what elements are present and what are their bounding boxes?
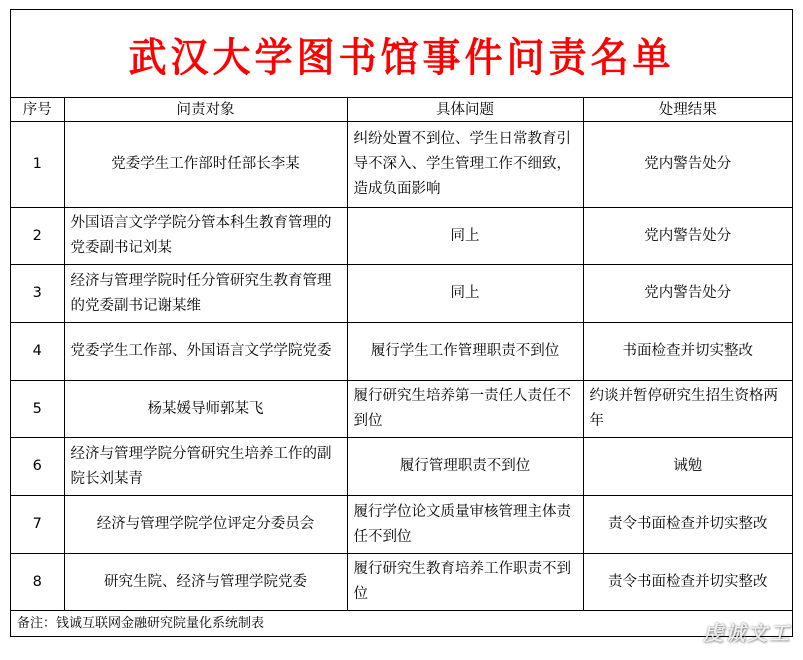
cell-issue: 同上 — [347, 208, 583, 265]
cell-target: 经济与管理学院时任分管研究生教育管理的党委副书记谢某维 — [64, 265, 347, 323]
cell-no: 7 — [11, 496, 64, 554]
table-row — [11, 323, 792, 381]
cell-target: 经济与管理学院分管研究生培养工作的副院长刘某青 — [64, 438, 347, 496]
cell-result: 约谈并暂停研究生招生资格两年 — [583, 381, 792, 438]
cell-target: 经济与管理学院学位评定分委员会 — [64, 496, 347, 554]
cell-issue: 履行管理职责不到位 — [347, 438, 583, 496]
table-row — [11, 554, 792, 611]
cell-no: 8 — [11, 554, 64, 611]
cell-target: 外国语言文学学院分管本科生教育管理的党委副书记刘某 — [64, 208, 347, 265]
table-header-row — [11, 98, 792, 122]
cell-issue: 同上 — [347, 265, 583, 323]
cell-issue: 纠纷处置不到位、学生日常教育引导不深入、学生管理工作不细致，造成负面影响 — [347, 122, 583, 208]
cell-result: 党内警告处分 — [583, 122, 792, 208]
header-result: 处理结果 — [583, 98, 792, 122]
cell-no: 5 — [11, 381, 64, 438]
cell-result: 书面检查并切实整改 — [583, 323, 792, 381]
table-row — [11, 208, 792, 265]
page-title: 武汉大学图书馆事件问责名单 — [128, 33, 675, 81]
accountability-table-sheet — [10, 9, 793, 637]
table-row — [11, 438, 792, 496]
cell-issue: 履行学生工作管理职责不到位 — [347, 323, 583, 381]
cell-no: 1 — [11, 122, 64, 208]
header-issue: 具体问题 — [347, 98, 583, 122]
cell-result: 责令书面检查并切实整改 — [583, 554, 792, 611]
header-target: 问责对象 — [64, 98, 347, 122]
watermark-text: 虔诚文工 — [703, 621, 791, 645]
cell-no: 2 — [11, 208, 64, 265]
cell-result: 党内警告处分 — [583, 208, 792, 265]
cell-target: 杨某媛导师郭某飞 — [64, 381, 347, 438]
cell-result: 责令书面检查并切实整改 — [583, 496, 792, 554]
cell-issue: 履行学位论文质量审核管理主体责任不到位 — [347, 496, 583, 554]
cell-issue: 履行研究生教育培养工作职责不到位 — [347, 554, 583, 611]
cell-target: 党委学生工作部时任部长李某 — [64, 122, 347, 208]
cell-no: 4 — [11, 323, 64, 381]
cell-result: 诫勉 — [583, 438, 792, 496]
cell-no: 3 — [11, 265, 64, 323]
table-row — [11, 496, 792, 554]
cell-target: 研究生院、经济与管理学院党委 — [64, 554, 347, 611]
header-no: 序号 — [11, 98, 64, 122]
accountability-table — [11, 98, 792, 611]
cell-no: 6 — [11, 438, 64, 496]
cell-result: 党内警告处分 — [583, 265, 792, 323]
table-row — [11, 265, 792, 323]
cell-target: 党委学生工作部、外国语言文学学院党委 — [64, 323, 347, 381]
table-row — [11, 122, 792, 208]
table-row — [11, 381, 792, 438]
title-row — [11, 10, 792, 98]
table-footnote: 备注：钱诚互联网金融研究院量化系统制表 — [11, 610, 792, 636]
cell-issue: 履行研究生培养第一责任人责任不到位 — [347, 381, 583, 438]
